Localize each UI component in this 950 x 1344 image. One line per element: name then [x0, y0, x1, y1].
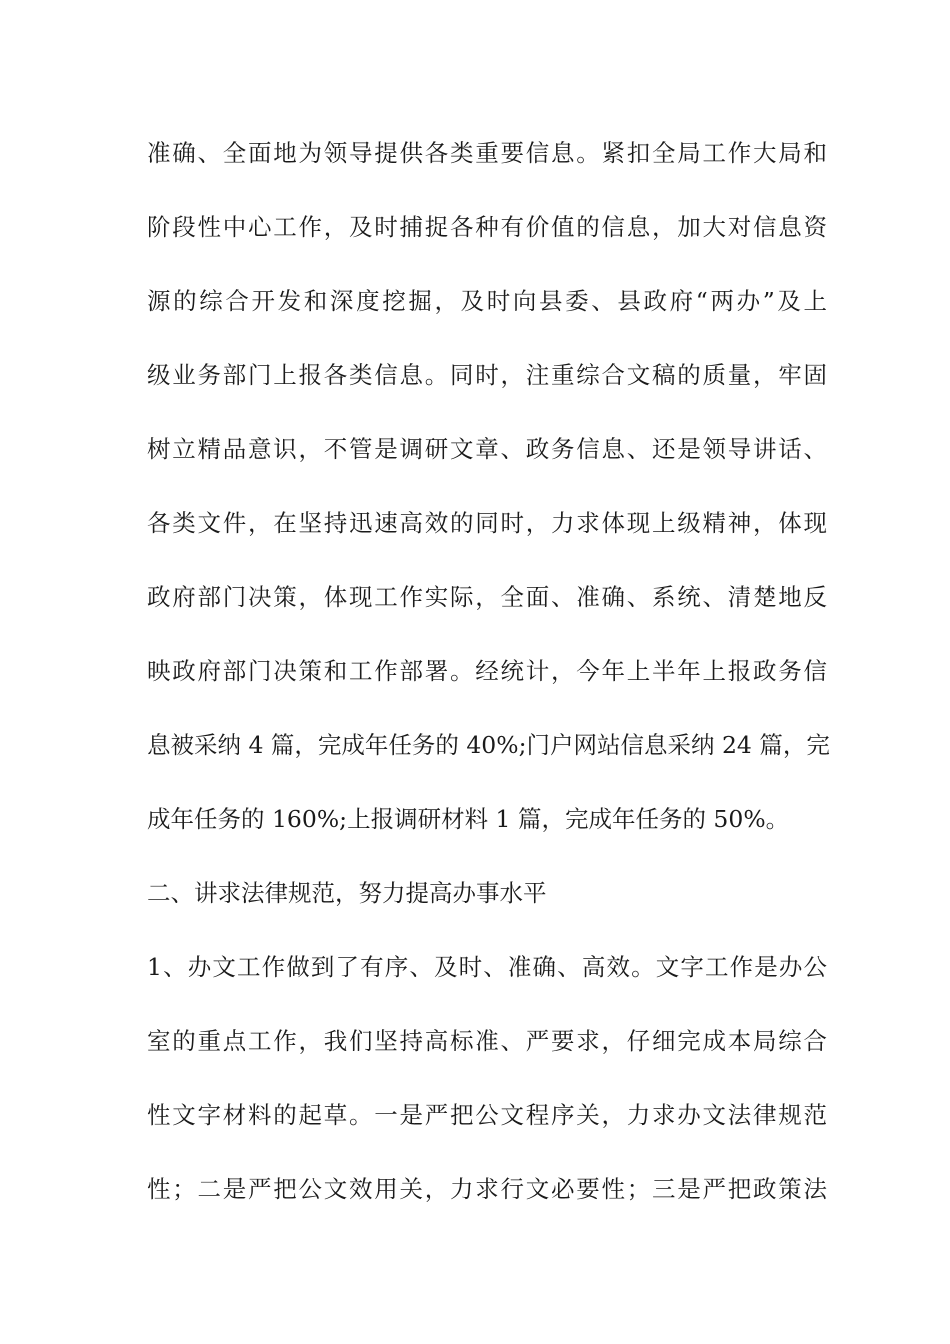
paragraph-line: 准确、全面地为领导提供各类重要信息。紧扣全局工作大局和: [147, 139, 827, 167]
paragraph-line: 政府部门决策，体现工作实际，全面、准确、系统、清楚地反: [147, 583, 827, 611]
paragraph-line: 源的综合开发和深度挖掘，及时向县委、县政府“两办”及上: [147, 287, 827, 315]
paragraph-line: 级业务部门上报各类信息。同时，注重综合文稿的质量，牢固: [147, 361, 827, 389]
paragraph-line: 树立精品意识，不管是调研文章、政务信息、还是领导讲话、: [147, 435, 827, 463]
paragraph-line: 1、办文工作做到了有序、及时、准确、高效。文字工作是办公: [147, 953, 827, 981]
paragraph-line: 息被采纳 4 篇，完成年任务的 40%;门户网站信息采纳 24 篇，完: [147, 731, 830, 759]
paragraph-line: 性；二是严把公文效用关，力求行文必要性；三是严把政策法: [147, 1175, 827, 1203]
paragraph-line: 映政府部门决策和工作部署。经统计，今年上半年上报政务信: [147, 657, 827, 685]
paragraph-line: 各类文件，在坚持迅速高效的同时，力求体现上级精神，体现: [147, 509, 827, 537]
paragraph-line: 性文字材料的起草。一是严把公文程序关，力求办文法律规范: [147, 1101, 827, 1129]
paragraph-line: 成年任务的 160%;上报调研材料 1 篇，完成年任务的 50%。: [147, 805, 790, 833]
paragraph-line: 阶段性中心工作，及时捕捉各种有价值的信息，加大对信息资: [147, 213, 827, 241]
section-heading: 二、讲求法律规范，努力提高办事水平: [147, 879, 547, 907]
paragraph-line: 室的重点工作，我们坚持高标准、严要求，仔细完成本局综合: [147, 1027, 827, 1055]
